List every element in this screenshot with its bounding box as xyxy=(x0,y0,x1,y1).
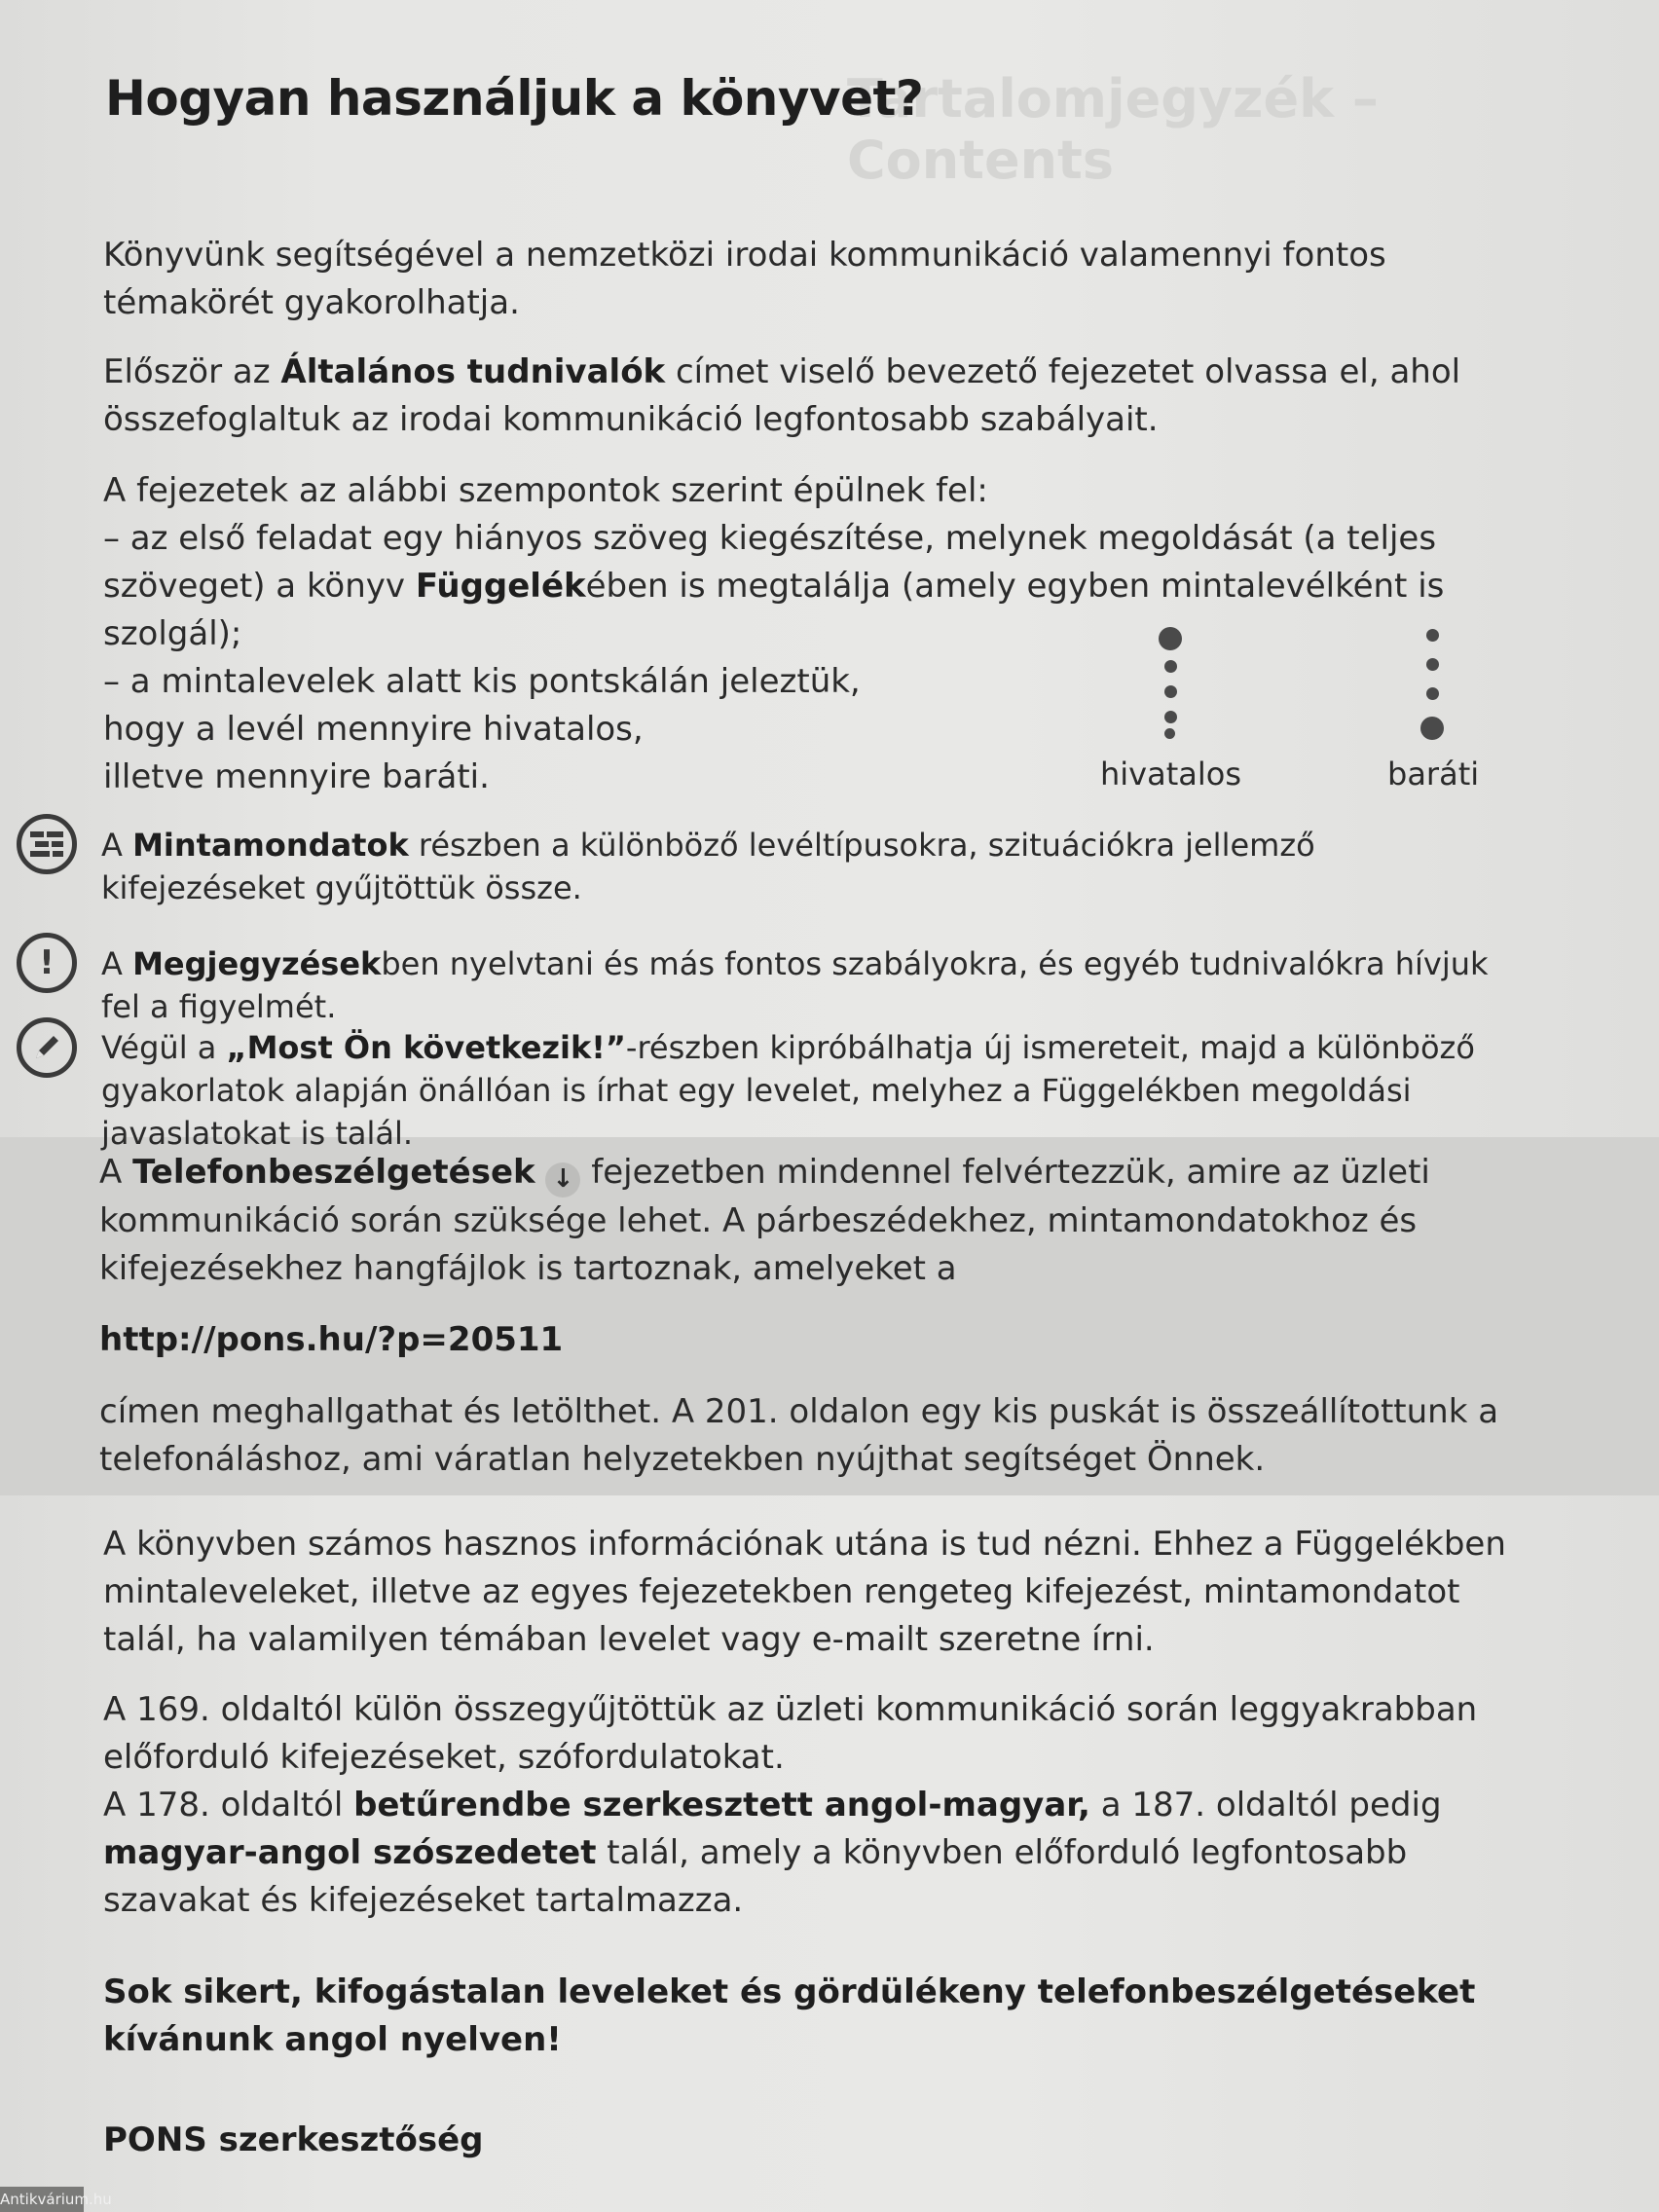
note-your-turn xyxy=(101,1026,1529,1155)
general-text-c: címet viselő bevezető fejezetet olvassa el, ahol összefoglaltuk az irodai kommunikáció legfontosabb szabályait. xyxy=(103,352,1461,439)
glossary-text: A 178. oldaltól xyxy=(103,1786,354,1825)
glossary-bold: magyar-angol szószedetet xyxy=(103,1833,597,1872)
info-text: A könyvben számos hasznos információnak utána is tud nézni. Ehhez a Függelékben mintaleveleket, illetve az egyes fejezetekben rengeteg kifejezést, mintamondatot talál, ha valamilyen témában levelet vagy e-mailt szeretne írni. xyxy=(103,1525,1506,1659)
scale-dot-large xyxy=(1420,717,1444,740)
appendix-bold: Függelék xyxy=(415,567,586,606)
note-text: részben a különböző levéltípusokra, szituációkra jellemző kifejezéseket gyűjtöttük össze. xyxy=(101,827,1315,906)
phone-paragraph xyxy=(99,1149,1530,1293)
page-title: Hogyan használjuk a könyvet? xyxy=(105,70,924,127)
scale-label-formal: hivatalos xyxy=(1100,756,1242,793)
scale-dot xyxy=(1164,685,1177,698)
phone-text-c: fejezetben mindennel felvértezzük, amire az üzleti kommunikáció során szüksége lehet. A párbeszédekhez, mintamondatokhoz és kifejezésekhez hangfájlok is tartoznak, amelyeket a xyxy=(99,1153,1430,1288)
structure-line-4: hogy a levél mennyire hivatalos, xyxy=(103,710,644,749)
scale-dot xyxy=(1426,658,1439,671)
bleed-through-heading: Tartalomjegyzék – Contents xyxy=(847,68,1379,191)
general-bold: Általános tudnivalók xyxy=(280,352,666,391)
intro-paragraph xyxy=(103,232,1529,327)
phone-text-a: A xyxy=(99,1153,133,1192)
scale-dot xyxy=(1426,629,1439,642)
scale-dot xyxy=(1164,711,1177,723)
note-bold: Megjegyzések xyxy=(132,945,382,982)
note-bold: Mintamondatok xyxy=(132,827,409,864)
general-paragraph xyxy=(103,349,1529,444)
intro-text: Könyvünk segítségével a nemzetközi irodai kommunikáció valamennyi fontos témakörét gyakorolhatja. xyxy=(103,236,1386,322)
download-icon: ↓ xyxy=(545,1162,580,1198)
scale-dot xyxy=(1164,660,1177,673)
note-text: A xyxy=(101,827,133,864)
signature: PONS szerkesztőség xyxy=(103,2120,484,2159)
glossary-paragraph xyxy=(103,1686,1529,1925)
glossary-text: a 187. oldaltól pedig xyxy=(1089,1786,1442,1825)
note-text: Végül a xyxy=(101,1029,227,1066)
structure-line-2a: – az első feladat egy hiányos szöveg kiegészítése, melynek megoldását (a teljes szöveget) a könyv xyxy=(103,519,1437,606)
info-paragraph xyxy=(103,1521,1529,1664)
glossary-bold: betűrendbe szerkesztett angol-magyar, xyxy=(353,1786,1090,1825)
pencil-icon xyxy=(17,1017,77,1078)
exclamation-icon: ! xyxy=(17,933,77,993)
note-text: ben nyelvtani és más fontos szabályokra, és egyéb tudnivalókra hívjuk fel a figyelmét. xyxy=(101,945,1489,1025)
phone-paragraph-2 xyxy=(99,1388,1530,1484)
note-bold: „Most Ön következik!” xyxy=(226,1029,626,1066)
scale-label-friendly: baráti xyxy=(1387,756,1480,793)
note-remarks xyxy=(101,942,1529,1028)
audio-url[interactable]: http://pons.hu/?p=20511 xyxy=(99,1320,564,1359)
structure-line-2c: ében is megtalálja (amely egyben mintalevélként is szolgál); xyxy=(103,567,1445,653)
scale-dot xyxy=(1426,687,1439,700)
sentences-icon-glyph xyxy=(30,831,63,857)
glossary-line-1: A 169. oldaltól külön összegyűjtöttük az üzleti kommunikáció során leggyakrabban előforduló kifejezéseket, szófordulatokat. xyxy=(103,1690,1478,1777)
note-sample-sentences xyxy=(101,824,1529,909)
phone-bold: Telefonbeszélgetések xyxy=(132,1153,535,1192)
note-text: -részben kipróbálhatja új ismereteit, majd a különböző gyakorlatok alapján önállóan is írhat egy levelet, melyhez a Függelékben megoldási javaslatokat is talál. xyxy=(101,1029,1475,1152)
note-text: A xyxy=(101,945,133,982)
scale-dot-large xyxy=(1159,627,1182,650)
glossary-text: talál, amely a könyvben előforduló legfontosabb szavakat és kifejezéseket tartalmazza. xyxy=(103,1833,1408,1920)
structure-paragraph xyxy=(103,467,1529,801)
sentences-icon xyxy=(17,814,77,874)
closing-wish: Sok sikert, kifogástalan leveleket és gördülékeny telefonbeszélgetéseket kívánunk angol nyelven! xyxy=(103,1972,1476,2059)
pencil-icon-glyph xyxy=(32,1033,61,1062)
scale-dot xyxy=(1164,728,1175,739)
general-text-a: Először az xyxy=(103,352,281,391)
structure-line-3: – a mintalevelek alatt kis pontskálán jeleztük, xyxy=(103,662,861,701)
phone-text-d: címen meghallgathat és letölthet. A 201. oldalon egy kis puskát is összeállítottunk a telefonáláshoz, ami váratlan helyzetekben nyújthat segítséget Önnek. xyxy=(99,1392,1499,1479)
structure-line-5: illetve mennyire baráti. xyxy=(103,757,490,796)
watermark: Antikvárium.hu xyxy=(0,2187,84,2212)
structure-line-1: A fejezetek az alábbi szempontok szerint épülnek fel: xyxy=(103,471,988,510)
